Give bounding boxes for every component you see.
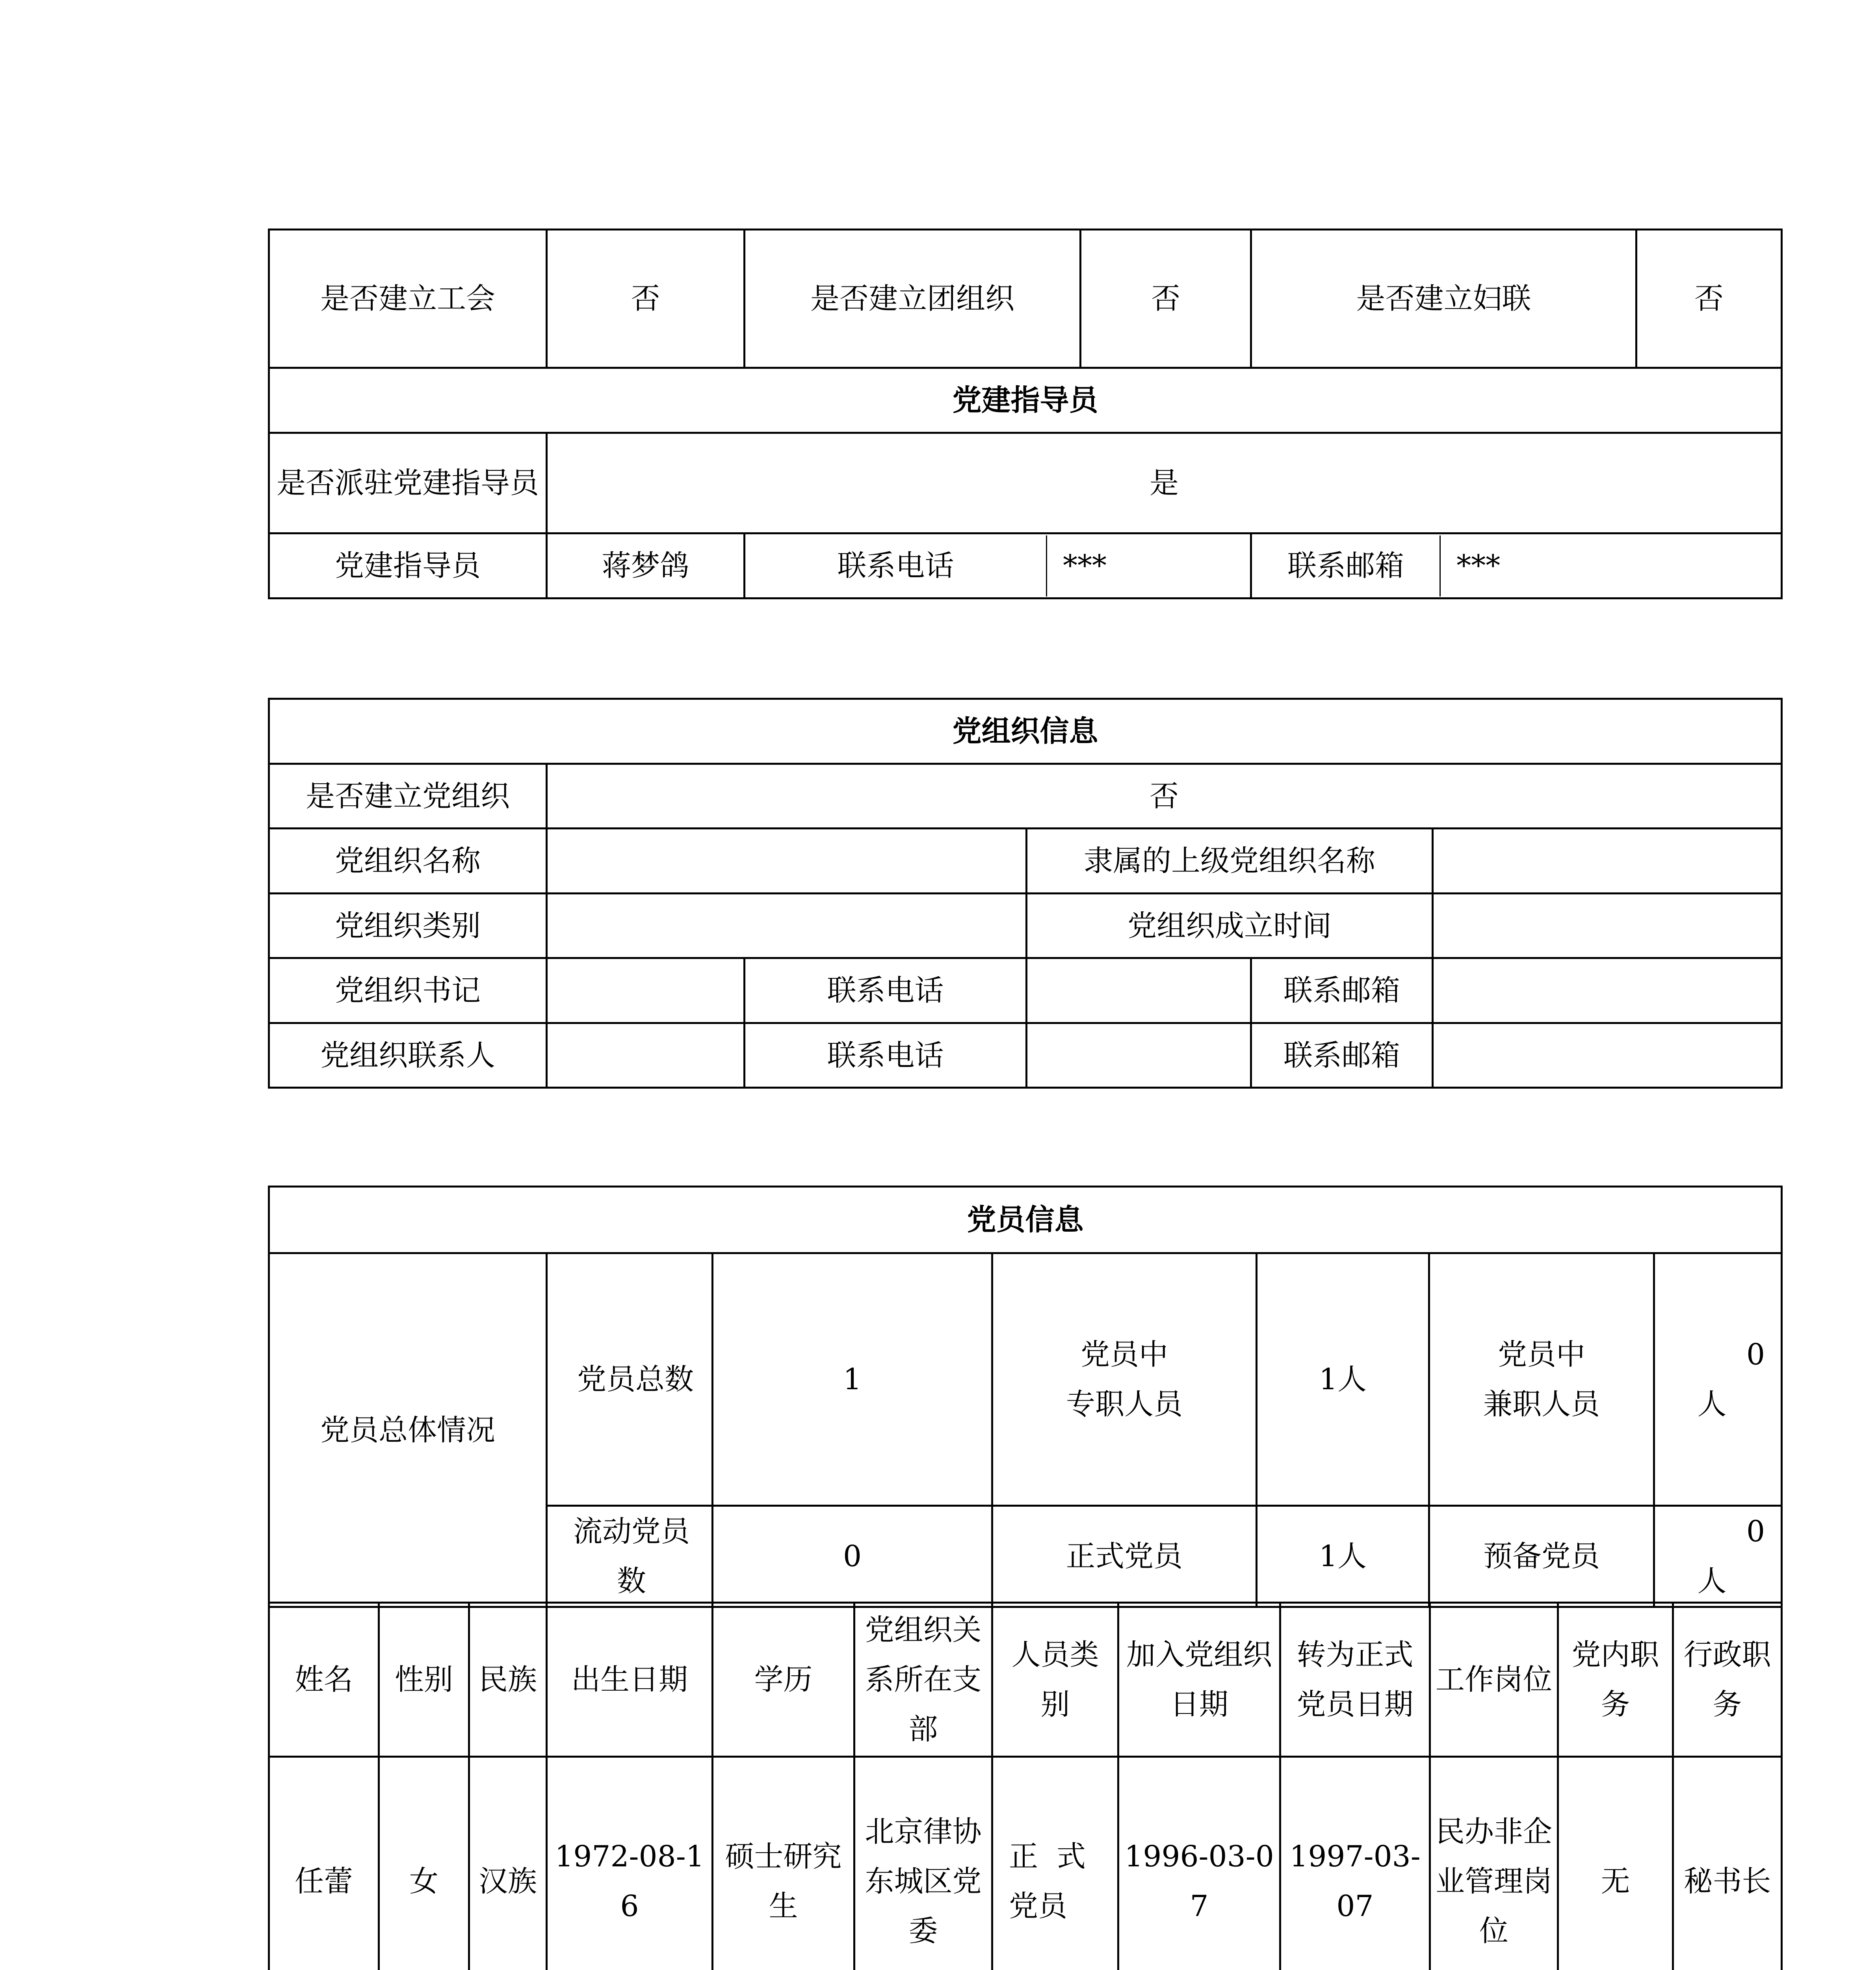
member-admin-post: 秘书长 — [1673, 1757, 1782, 1970]
secretary-email-value[interactable] — [1433, 958, 1782, 1023]
members-detail-header — [269, 1603, 1782, 1757]
party-org-name-value[interactable] — [547, 829, 1027, 894]
instructor-email-label: 联系邮箱 — [1252, 535, 1440, 597]
parttime-label — [1429, 1253, 1654, 1506]
instructor-dispatched-label: 是否派驻党建指导员 — [269, 433, 547, 533]
member-formal-date: 1997-03-07 — [1280, 1757, 1430, 1970]
member-job-position: 民办非企业管理岗位 — [1430, 1757, 1558, 1970]
col-header: 民族 — [469, 1603, 547, 1757]
parttime-value-num: 0 — [1746, 1338, 1765, 1372]
col-header: 学历 — [713, 1603, 854, 1757]
formal-members-value: 1人 — [1257, 1506, 1429, 1607]
probation-value-unit: 人 — [1697, 1564, 1727, 1598]
member-branch: 北京律协东城区党委 — [854, 1757, 992, 1970]
secretary-label: 党组织书记 — [269, 958, 547, 1023]
col-header: 出生日期 — [547, 1603, 713, 1757]
union-label: 是否建立工会 — [269, 230, 547, 368]
member-join-date: 1996-03-07 — [1118, 1757, 1280, 1970]
probation-members-label: 预备党员 — [1429, 1506, 1654, 1607]
mobile-members-value: 0 — [713, 1506, 992, 1607]
parttime-value-unit: 人 — [1697, 1387, 1727, 1421]
table-row — [269, 1757, 1782, 1970]
col-header: 行政职务 — [1673, 1603, 1782, 1757]
probation-value-num: 0 — [1746, 1515, 1765, 1548]
instructor-section-title: 党建指导员 — [269, 368, 1782, 433]
youth-org-value: 否 — [1081, 230, 1251, 368]
formal-members-label: 正式党员 — [992, 1506, 1257, 1607]
member-education: 硕士研究生 — [713, 1757, 854, 1970]
women-federation-label: 是否建立妇联 — [1251, 230, 1636, 368]
secretary-value[interactable] — [547, 958, 745, 1023]
contact-label: 党组织联系人 — [269, 1023, 547, 1088]
parttime-label-line2: 兼职人员 — [1483, 1387, 1600, 1421]
member-name: 任蕾 — [269, 1757, 379, 1970]
fulltime-label-line1: 党员中 — [1081, 1338, 1168, 1372]
fulltime-label-line2: 专职人员 — [1066, 1387, 1183, 1421]
party-org-table — [268, 698, 1783, 1089]
col-header: 性别 — [379, 1603, 469, 1757]
instructor-dispatched-value: 是 — [547, 433, 1782, 533]
members-section-title: 党员信息 — [269, 1187, 1782, 1253]
member-gender: 女 — [379, 1757, 469, 1970]
fulltime-label — [992, 1253, 1257, 1506]
secretary-phone-label: 联系电话 — [745, 958, 1027, 1023]
party-org-established-value: 否 — [547, 764, 1782, 829]
contact-email-value[interactable] — [1433, 1023, 1782, 1088]
fulltime-value: 1人 — [1257, 1253, 1429, 1506]
org-status-row — [269, 230, 1782, 368]
col-header: 加入党组织日期 — [1118, 1603, 1280, 1757]
probation-members-value — [1654, 1506, 1782, 1607]
parttime-label-line1: 党员中 — [1498, 1338, 1585, 1372]
org-status-instructor-table — [268, 229, 1783, 599]
col-header: 党组织关系所在支部 — [854, 1603, 992, 1757]
instructor-name-label: 党建指导员 — [269, 533, 547, 598]
instructor-phone-value: *** — [1062, 549, 1107, 583]
party-org-section-title: 党组织信息 — [269, 699, 1782, 764]
contact-phone-value[interactable] — [1027, 1023, 1251, 1088]
members-total-value: 1 — [713, 1253, 992, 1506]
party-org-category-value[interactable] — [547, 894, 1027, 958]
member-party-post: 无 — [1558, 1757, 1673, 1970]
col-header: 人员类别 — [992, 1603, 1118, 1757]
contact-phone-label: 联系电话 — [745, 1023, 1027, 1088]
member-birthdate: 1972-08-16 — [547, 1757, 713, 1970]
union-value: 否 — [547, 230, 745, 368]
member-category: 正 式党员 — [992, 1757, 1118, 1970]
party-org-name-label: 党组织名称 — [269, 829, 547, 894]
col-header: 转为正式党员日期 — [1280, 1603, 1430, 1757]
party-org-founded-value[interactable] — [1433, 894, 1782, 958]
women-federation-value: 否 — [1636, 230, 1782, 368]
instructor-phone-label: 联系电话 — [745, 535, 1046, 597]
party-org-established-label: 是否建立党组织 — [269, 764, 547, 829]
members-overview-label: 党员总体情况 — [269, 1253, 547, 1607]
secretary-email-label: 联系邮箱 — [1251, 958, 1433, 1023]
mobile-members-label: 流动党员数 — [547, 1506, 713, 1607]
col-header: 党内职务 — [1558, 1603, 1673, 1757]
members-detail-table — [268, 1602, 1783, 1970]
members-total-label: 党员总数 — [547, 1253, 713, 1506]
parttime-value — [1654, 1253, 1782, 1506]
party-org-founded-label: 党组织成立时间 — [1027, 894, 1433, 958]
contact-value[interactable] — [547, 1023, 745, 1088]
party-org-category-label: 党组织类别 — [269, 894, 547, 958]
contact-email-label: 联系邮箱 — [1251, 1023, 1433, 1088]
members-summary-table — [268, 1186, 1783, 1608]
secretary-phone-value[interactable] — [1027, 958, 1251, 1023]
instructor-name-value: 蒋梦鸽 — [547, 533, 745, 598]
youth-org-label: 是否建立团组织 — [745, 230, 1081, 368]
member-ethnicity: 汉族 — [469, 1757, 547, 1970]
col-header: 姓名 — [269, 1603, 379, 1757]
parent-org-name-label: 隶属的上级党组织名称 — [1027, 829, 1433, 894]
instructor-email-value: *** — [1456, 549, 1501, 583]
parent-org-name-value[interactable] — [1433, 829, 1782, 894]
col-header: 工作岗位 — [1430, 1603, 1558, 1757]
